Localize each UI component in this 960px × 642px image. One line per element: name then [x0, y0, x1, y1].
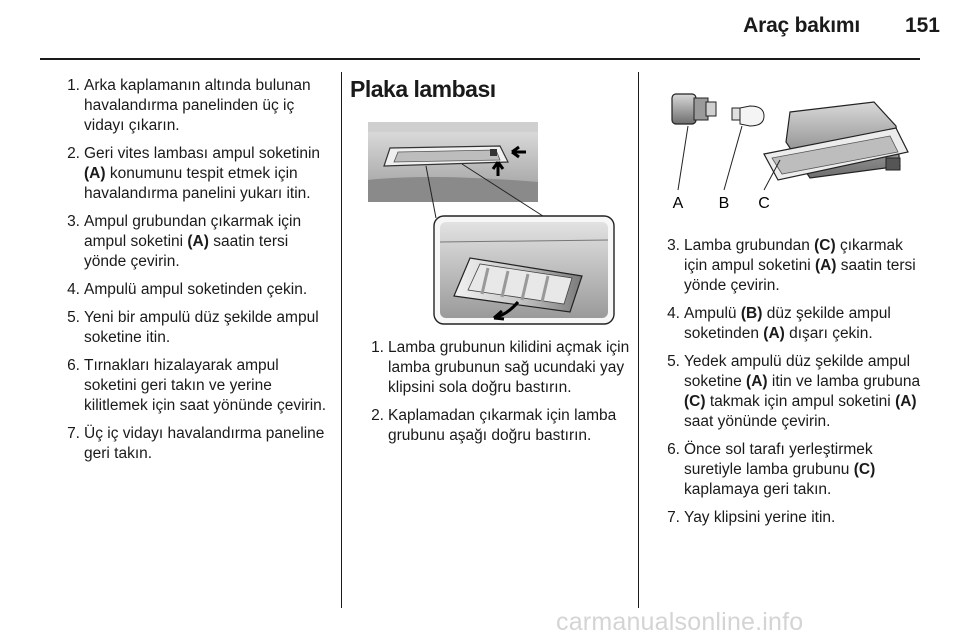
step-text: kaplamaya geri takın. — [684, 481, 832, 498]
page-number: 151 — [904, 14, 940, 37]
header-rule — [40, 58, 920, 60]
step-text: saatin tersi yönde çevirin. — [684, 257, 916, 294]
step-item — [658, 440, 928, 500]
step-number: 5. — [667, 353, 680, 370]
column-divider-left — [341, 72, 342, 608]
step-item — [58, 76, 333, 136]
step-item — [362, 338, 630, 398]
left-steps-list — [58, 76, 333, 464]
step-text: Ampulü ampul soketinden çekin. — [84, 281, 308, 298]
step-text: Lamba grubunun kilidini açmak için lamba grubunun sağ ucundaki yay klipsini sola doğru bastırın. — [388, 339, 630, 396]
step-item — [658, 508, 928, 528]
step-number: 3. — [667, 237, 680, 254]
step-item — [58, 212, 333, 272]
step-item — [58, 280, 333, 300]
figure-label-c: C — [758, 195, 770, 212]
step-text: Arka kaplamanın altında bulunan havalandırma panelinden üç iç vidayı çıkarın. — [84, 77, 311, 134]
step-number: 5. — [67, 309, 80, 326]
component-reference: (A) — [187, 233, 209, 250]
running-header-title: Araç bakımı — [743, 14, 860, 37]
section-title: Plaka lambası — [350, 76, 496, 102]
step-number: 1. — [371, 339, 384, 356]
component-reference: (A) — [763, 325, 785, 342]
step-text: Kaplamadan çıkarmak için lamba grubunu aşağı doğru bastırın. — [388, 407, 617, 444]
component-reference: (A) — [84, 165, 106, 182]
component-reference: (C) — [853, 461, 876, 478]
figure-label-b: B — [718, 195, 730, 212]
figure-label-a: A — [672, 195, 684, 212]
step-text: Geri vites lambası ampul soketinin — [84, 145, 321, 162]
step-text: Yeni bir ampulü düz şekilde ampul soketine itin. — [84, 309, 319, 346]
step-text: takmak için ampul soketini — [705, 393, 896, 410]
column-divider-right — [638, 72, 639, 608]
step-item — [58, 424, 333, 464]
step-item — [658, 352, 928, 432]
component-reference: (A) — [814, 257, 837, 274]
step-text: konumunu tespit etmek için havalandırma panelini yukarı itin. — [84, 165, 311, 202]
component-reference: (A) — [895, 393, 917, 410]
step-text: Lamba grubundan — [684, 237, 815, 254]
step-text: Üç iç vidayı havalandırma paneline geri takın. — [84, 425, 325, 462]
step-item — [58, 144, 333, 204]
watermark: carmanualsonline.info — [556, 608, 804, 636]
step-item — [362, 406, 630, 446]
step-number: 4. — [67, 281, 80, 298]
step-number: 1. — [67, 77, 80, 94]
step-text: itin ve lamba grubuna — [767, 373, 921, 390]
step-number: 3. — [67, 213, 80, 230]
step-number: 4. — [667, 305, 680, 322]
step-number: 2. — [67, 145, 80, 162]
step-number: 2. — [371, 407, 384, 424]
step-text: Yedek ampulü düz şekilde ampul soketine — [684, 353, 911, 390]
step-text: saatin tersi yönde çevirin. — [84, 233, 289, 270]
component-reference: (C) — [684, 393, 706, 410]
step-text: Ampulü — [684, 305, 741, 322]
middle-steps-list — [362, 338, 630, 446]
component-reference: (A) — [746, 373, 768, 390]
component-reference: (C) — [814, 237, 836, 254]
step-text: dışarı çekin. — [784, 325, 873, 342]
step-text: Yay klipsini yerine itin. — [684, 509, 836, 526]
left-column — [58, 76, 333, 472]
step-text: Tırnakları hizalayarak ampul soketini geri takın ve yerine kilitlemek için saat yönünde çevirin. — [84, 357, 327, 414]
step-number: 7. — [67, 425, 80, 442]
step-number: 6. — [67, 357, 80, 374]
middle-column — [362, 338, 630, 454]
step-number: 6. — [667, 441, 680, 458]
step-text: Önce sol tarafı yerleştirmek suretiyle lamba grubunu — [684, 441, 873, 478]
plate-lamp-removal-figure — [368, 118, 618, 330]
bulb-socket-figure — [660, 82, 930, 216]
step-number: 7. — [667, 509, 680, 526]
component-reference: (B) — [740, 305, 763, 322]
step-item — [658, 304, 928, 344]
step-text: çıkarmak için ampul soketini — [684, 237, 903, 274]
step-text: Ampul grubundan çıkarmak için ampul soketini — [84, 213, 302, 250]
step-item — [658, 236, 928, 296]
step-text: saat yönünde çevirin. — [684, 413, 831, 430]
right-steps-list — [658, 236, 928, 528]
step-item — [58, 308, 333, 348]
step-item — [58, 356, 333, 416]
right-column — [658, 236, 928, 536]
step-text: düz şekilde ampul soketinden — [684, 305, 891, 342]
